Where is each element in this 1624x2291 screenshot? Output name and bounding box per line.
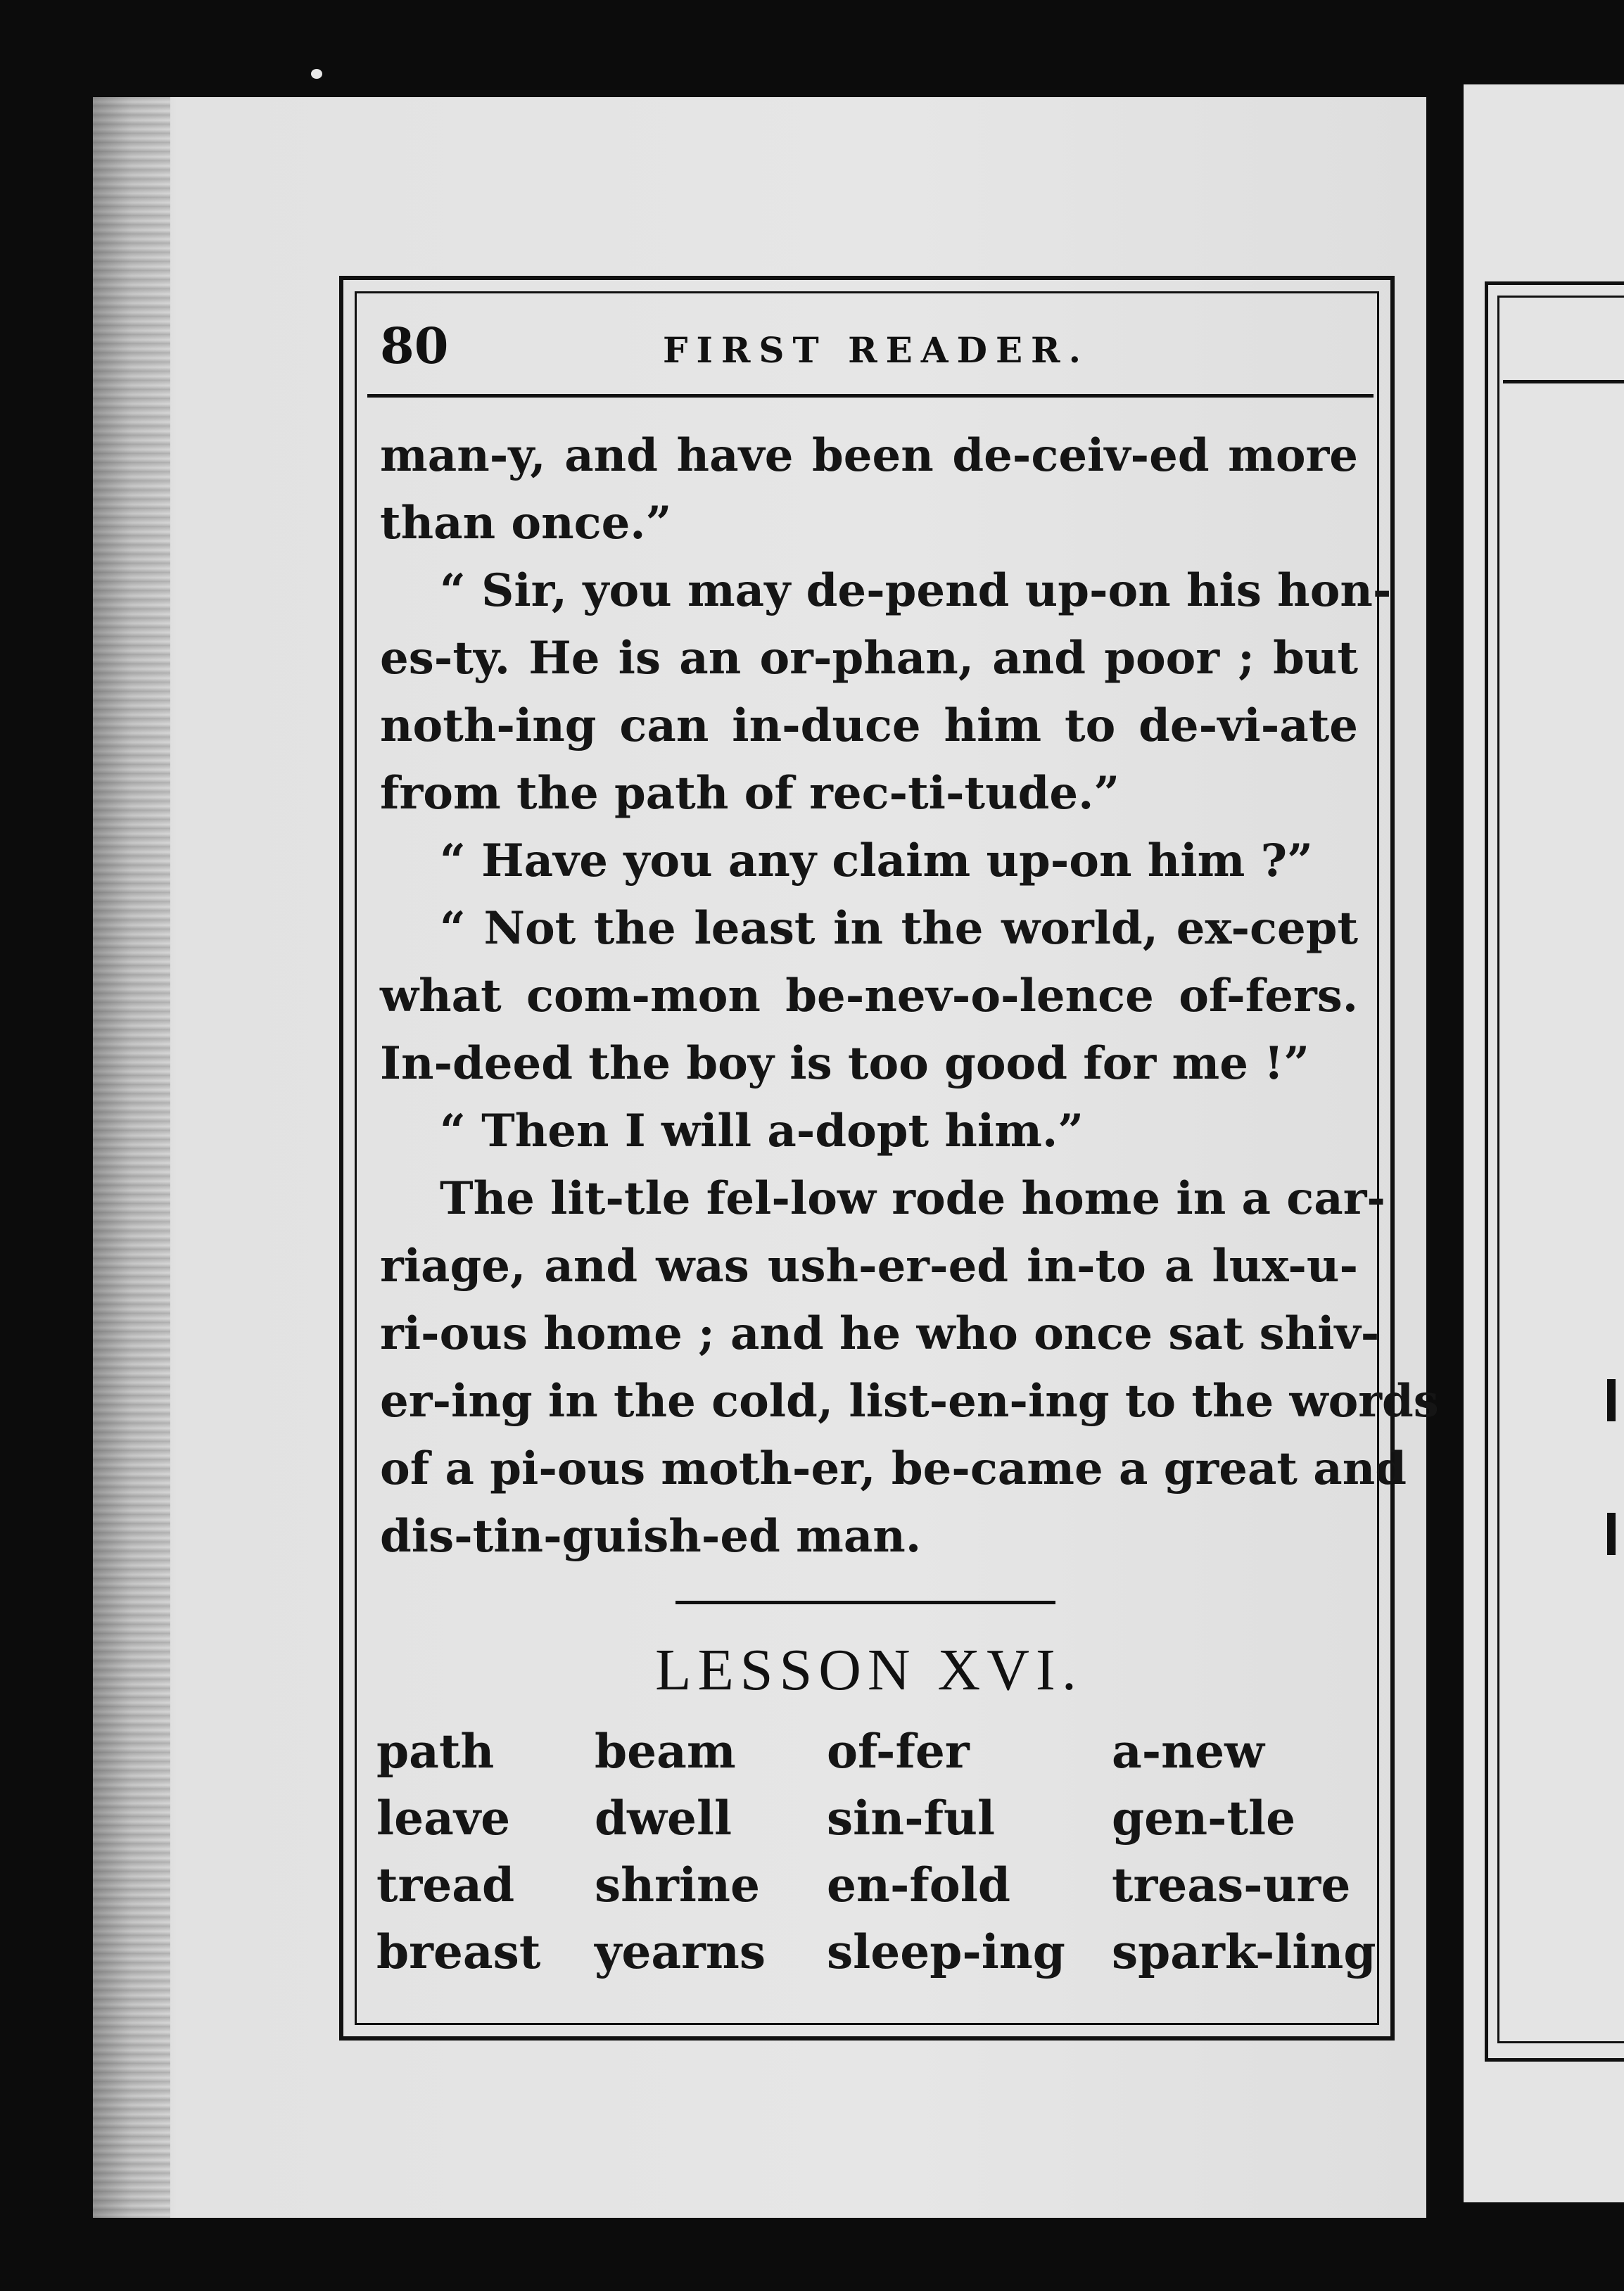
adjacent-page-mark [1607,1379,1616,1421]
vocab-word: shrine [595,1858,760,1912]
header-rule [367,394,1374,398]
text-line: from the path of rec-ti-tude.” [380,767,1120,820]
page-header [380,310,1372,394]
scan-speck [311,69,322,79]
text-line: “ Then I will a-dopt him.” [440,1105,1084,1157]
text-line: riage, and was ush-er-ed in-to a lux-u- [380,1240,1358,1293]
text-line: dis-tin-guish-ed man. [380,1510,922,1563]
vocab-word: spark-ling [1112,1924,1376,1979]
vocab-word: tread [376,1858,515,1912]
vocab-word: beam [595,1724,736,1779]
section-divider [675,1601,1055,1604]
text-line: In-deed the boy is too good for me !” [380,1037,1310,1090]
vocab-word: dwell [595,1791,732,1846]
text-line: The lit-tle fel-low rode home in a car- [440,1172,1385,1225]
vocab-word: yearns [595,1924,766,1979]
vocab-word: a-new [1112,1724,1264,1779]
vocab-word: breast [376,1924,541,1979]
vocab-word: path [376,1724,495,1779]
text-line: er-ing in the cold, list-en-ing to the words [380,1375,1439,1428]
text-line: “ Sir, you may de-pend up-on his hon- [440,564,1392,617]
vocab-word: of-fer [827,1724,970,1779]
text-line: ri-ous home ; and he who once sat shiv- [380,1307,1380,1360]
text-line: noth-ing can in-duce him to de-vi-ate [380,699,1358,752]
running-title: FIRST READER. [662,329,1090,371]
text-line: of a pi-ous moth-er, be-came a great and [380,1442,1407,1495]
text-line: man-y, and have been de-ceiv-ed more [380,429,1358,482]
lesson-title: LESSON XVI. [655,1637,1083,1703]
text-line: “ Have you any claim up-on him ?” [440,834,1313,887]
text-line: than once.” [380,497,672,550]
adjacent-page-frame-inner [1497,296,1624,2043]
vocab-word: leave [376,1791,511,1846]
vocabulary-list [376,1724,1376,1991]
text-line: what com-mon be-nev-o-lence of-fers. [380,970,1358,1022]
vocab-word: en-fold [827,1858,1011,1912]
text-line: es-ty. He is an or-phan, and poor ; but [380,632,1358,685]
text-line: “ Not the least in the world, ex-cept [440,902,1358,955]
page-edge-shadow [93,97,170,2218]
vocab-word: gen-tle [1112,1791,1296,1846]
vocab-word: sleep-ing [827,1924,1065,1979]
vocab-word: treas-ure [1112,1858,1351,1912]
vocab-word: sin-ful [827,1791,996,1846]
adjacent-page-mark [1607,1513,1616,1555]
adjacent-page-header-rule [1503,380,1624,383]
page-number: 80 [380,317,449,375]
body-text [380,422,1439,1570]
